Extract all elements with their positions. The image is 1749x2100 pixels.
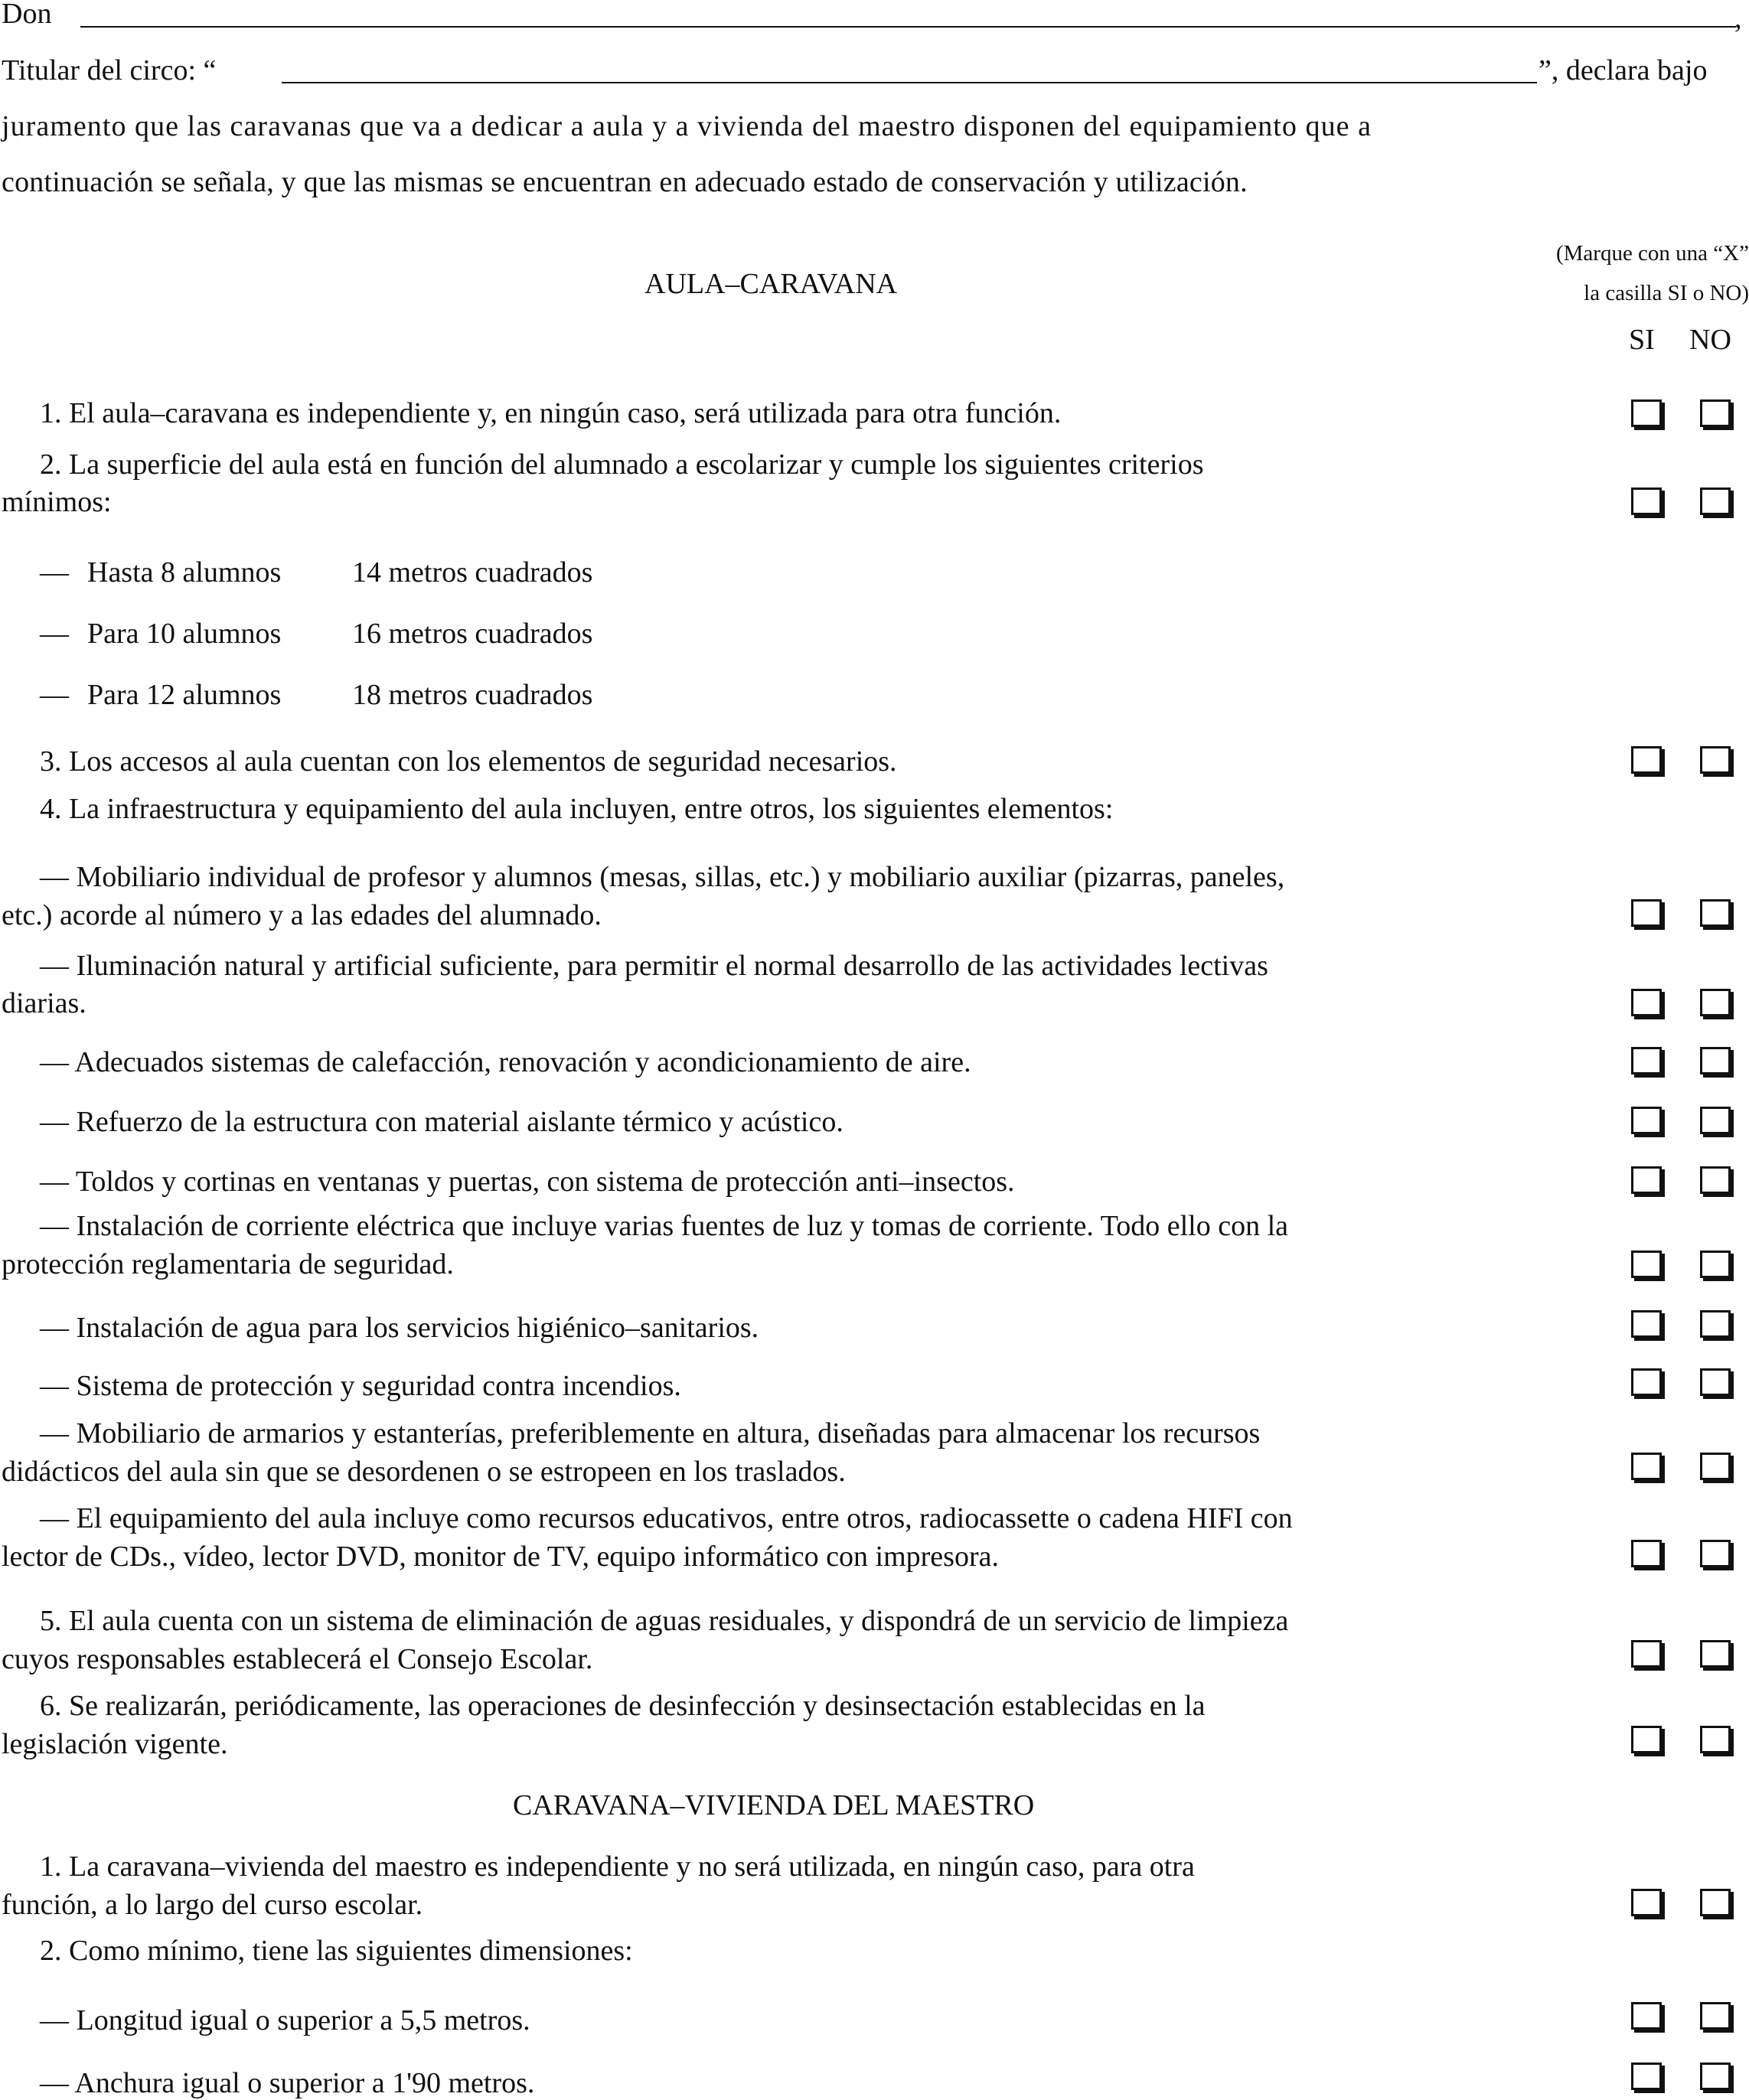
insulation-si-checkbox[interactable] xyxy=(1631,1107,1662,1134)
aula-sub-item-shelves-line-1: — Mobiliario de armarios y estanterías, preferiblemente en altura, diseñadas para almacenar los recursos xyxy=(40,1417,1261,1449)
criteria-area: 16 metros cuadrados xyxy=(352,618,593,650)
lighting-si-checkbox[interactable] xyxy=(1631,989,1662,1016)
titular-label: Titular del circo: “ xyxy=(2,54,217,86)
aula-item-5-line-1: 5. El aula cuenta con un sistema de eliminación de aguas residuales, y dispondrá de un servicio de limpieza xyxy=(40,1605,1289,1637)
aula-item-2-line-1: 2. La superficie del aula está en función del alumnado a escolarizar y cumple los siguientes criterios xyxy=(40,448,1204,481)
vivienda-item-1-no-checkbox[interactable] xyxy=(1700,1889,1731,1916)
aula-item-5-si-checkbox[interactable] xyxy=(1631,1640,1662,1668)
vivienda-item-2: 2. Como mínimo, tiene las siguientes dimensiones: xyxy=(40,1935,633,1967)
circus-name-field[interactable] xyxy=(282,82,1537,83)
aula-item-5-no-checkbox[interactable] xyxy=(1700,1640,1731,1668)
water-si-checkbox[interactable] xyxy=(1631,1310,1662,1338)
furniture-no-checkbox[interactable] xyxy=(1700,899,1731,927)
criteria-area: 14 metros cuadrados xyxy=(352,556,593,589)
si-column-label: SI xyxy=(1629,324,1655,356)
awnings-si-checkbox[interactable] xyxy=(1631,1166,1662,1194)
aula-sub-item-electric-line-2: protección reglamentaria de seguridad. xyxy=(2,1248,454,1280)
criteria-dash: — xyxy=(40,679,69,711)
declaration-line-1: juramento que las caravanas que va a dedicar a aula y a vivienda del maestro disponen del equipamiento que a xyxy=(2,110,1372,142)
vivienda-item-1-si-checkbox[interactable] xyxy=(1631,1889,1662,1916)
aula-sub-item-equipment-line-2: lector de CDs., vídeo, lector DVD, monitor de TV, equipo informático con impresora. xyxy=(2,1541,999,1573)
aula-sub-item-water: — Instalación de agua para los servicios higiénico–sanitarios. xyxy=(40,1312,759,1344)
aula-sub-item-fire: — Sistema de protección y seguridad contra incendios. xyxy=(40,1370,681,1402)
heating-no-checkbox[interactable] xyxy=(1700,1047,1731,1074)
aula-item-6-line-1: 6. Se realizarán, periódicamente, las operaciones de desinfección y desinsectación establecidas en la xyxy=(40,1690,1206,1722)
vivienda-width-si-checkbox[interactable] xyxy=(1631,2062,1662,2090)
don-comma: , xyxy=(1734,2,1742,34)
aula-sub-item-electric-line-1: — Instalación de corriente eléctrica que incluye varias fuentes de luz y tomas de corriente. Todo ello con la xyxy=(40,1210,1289,1242)
water-no-checkbox[interactable] xyxy=(1700,1310,1731,1338)
furniture-si-checkbox[interactable] xyxy=(1631,899,1662,927)
awnings-no-checkbox[interactable] xyxy=(1700,1166,1731,1194)
equipment-no-checkbox[interactable] xyxy=(1700,1540,1731,1567)
section-title-aula: AULA–CARAVANA xyxy=(644,268,898,300)
aula-item-2-si-checkbox[interactable] xyxy=(1631,488,1662,515)
aula-item-4: 4. La infraestructura y equipamiento del aula incluyen, entre otros, los siguientes elementos: xyxy=(40,793,1114,825)
aula-sub-item-lighting-line-2: diarias. xyxy=(2,987,86,1019)
aula-sub-item-awnings: — Toldos y cortinas en ventanas y puertas, con sistema de protección anti–insectos. xyxy=(40,1166,1015,1198)
criteria-dash: — xyxy=(40,618,69,650)
aula-item-2-line-2: mínimos: xyxy=(2,486,112,518)
aula-item-1-no-checkbox[interactable] xyxy=(1700,399,1731,427)
don-label: Don xyxy=(2,0,52,30)
aula-sub-item-equipment-line-1: — El equipamiento del aula incluye como recursos educativos, entre otros, radiocassette o cadena HIFI con xyxy=(40,1502,1293,1534)
vivienda-length-si-checkbox[interactable] xyxy=(1631,2002,1662,2030)
instructions-line-2: la casilla SI o NO) xyxy=(1584,281,1749,305)
lighting-no-checkbox[interactable] xyxy=(1700,989,1731,1016)
aula-item-6-si-checkbox[interactable] xyxy=(1631,1726,1662,1753)
criteria-students: Para 12 alumnos xyxy=(87,679,282,711)
aula-sub-item-furniture-line-1: — Mobiliario individual de profesor y alumnos (mesas, sillas, etc.) y mobiliario auxiliar (pizarras, paneles, xyxy=(40,861,1285,893)
aula-sub-item-lighting-line-1: — Iluminación natural y artificial suficiente, para permitir el normal desarrollo de las actividades lectivas xyxy=(40,950,1268,982)
vivienda-width: — Anchura igual o superior a 1'90 metros. xyxy=(40,2067,535,2099)
insulation-no-checkbox[interactable] xyxy=(1700,1107,1731,1134)
titular-tail: ”, declara bajo xyxy=(1539,54,1708,86)
heating-si-checkbox[interactable] xyxy=(1631,1047,1662,1074)
instructions-note xyxy=(1500,233,1749,313)
aula-item-6-no-checkbox[interactable] xyxy=(1700,1726,1731,1753)
electric-no-checkbox[interactable] xyxy=(1700,1251,1731,1278)
aula-sub-item-insulation: — Refuerzo de la estructura con material aislante térmico y acústico. xyxy=(40,1106,844,1138)
section-title-vivienda: CARAVANA–VIVIENDA DEL MAESTRO xyxy=(513,1789,1035,1821)
aula-item-3-no-checkbox[interactable] xyxy=(1700,746,1731,774)
criteria-area: 18 metros cuadrados xyxy=(352,679,593,711)
criteria-students: Para 10 alumnos xyxy=(87,618,282,650)
electric-si-checkbox[interactable] xyxy=(1631,1251,1662,1278)
vivienda-item-1-line-2: función, a lo largo del curso escolar. xyxy=(2,1889,423,1921)
aula-sub-item-shelves-line-2: didácticos del aula sin que se desordenen o se estropeen en los traslados. xyxy=(2,1456,846,1488)
vivienda-width-no-checkbox[interactable] xyxy=(1700,2062,1731,2090)
don-name-field[interactable] xyxy=(80,26,1736,28)
criteria-students: Hasta 8 alumnos xyxy=(87,556,282,589)
vivienda-length: — Longitud igual o superior a 5,5 metros. xyxy=(40,2004,530,2036)
shelves-no-checkbox[interactable] xyxy=(1700,1453,1731,1480)
aula-item-2-no-checkbox[interactable] xyxy=(1700,488,1731,515)
shelves-si-checkbox[interactable] xyxy=(1631,1453,1662,1480)
instructions-line-1: (Marque con una “X” xyxy=(1555,241,1749,266)
aula-item-1: 1. El aula–caravana es independiente y, en ningún caso, será utilizada para otra función. xyxy=(40,397,1062,429)
aula-sub-item-heating: — Adecuados sistemas de calefacción, renovación y acondicionamiento de aire. xyxy=(40,1046,971,1078)
aula-item-3: 3. Los accesos al aula cuentan con los elementos de seguridad necesarios. xyxy=(40,745,897,778)
vivienda-length-no-checkbox[interactable] xyxy=(1700,2002,1731,2030)
aula-item-5-line-2: cuyos responsables establecerá el Consejo Escolar. xyxy=(2,1643,593,1675)
aula-sub-item-furniture-line-2: etc.) acorde al número y a las edades del alumnado. xyxy=(2,899,602,931)
criteria-dash: — xyxy=(40,556,69,589)
aula-item-1-si-checkbox[interactable] xyxy=(1631,399,1662,427)
no-column-label: NO xyxy=(1689,324,1731,356)
equipment-si-checkbox[interactable] xyxy=(1631,1540,1662,1567)
fire-no-checkbox[interactable] xyxy=(1700,1368,1731,1396)
fire-si-checkbox[interactable] xyxy=(1631,1368,1662,1396)
vivienda-item-1-line-1: 1. La caravana–vivienda del maestro es independiente y no será utilizada, en ningún caso, para otra xyxy=(40,1851,1195,1883)
declaration-line-2: continuación se señala, y que las mismas se encuentran en adecuado estado de conservación y utilización. xyxy=(2,166,1248,198)
aula-item-3-si-checkbox[interactable] xyxy=(1631,746,1662,774)
aula-item-6-line-2: legislación vigente. xyxy=(2,1728,228,1760)
